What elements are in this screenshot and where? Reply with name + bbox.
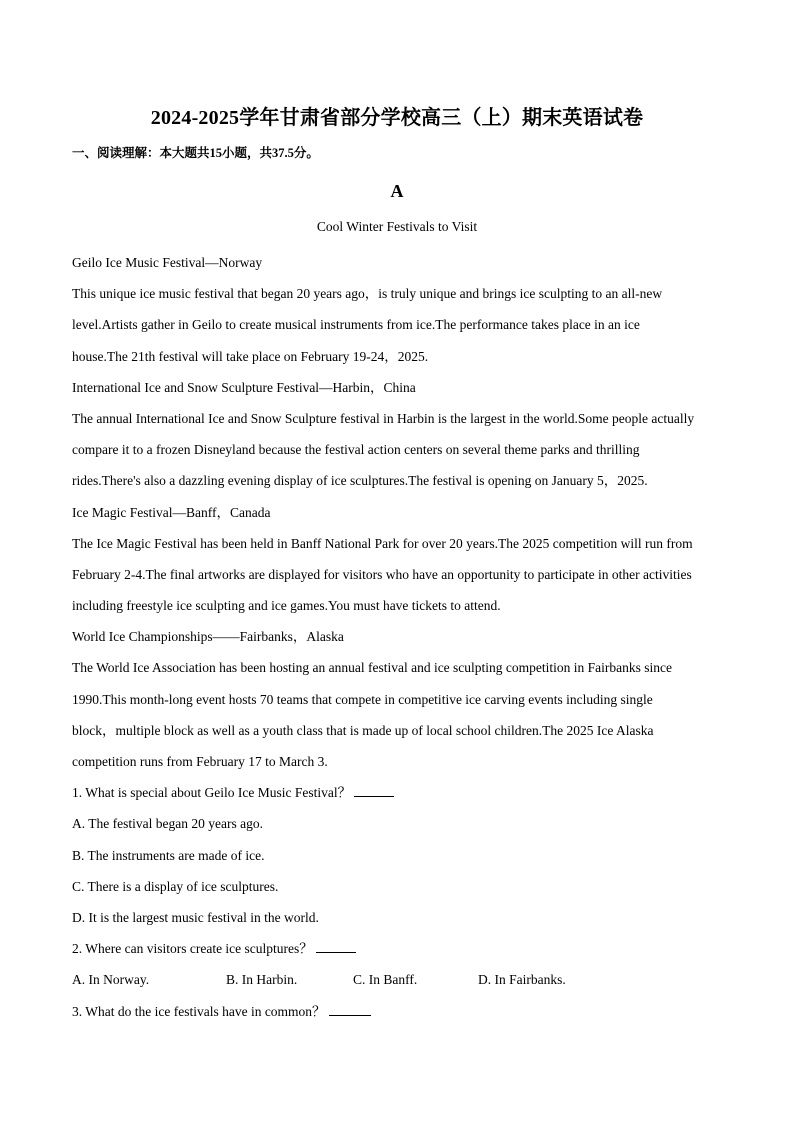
answer-blank-3[interactable] <box>329 1001 371 1016</box>
passage-title: Cool Winter Festivals to Visit <box>316 219 478 234</box>
question-2 <box>72 933 732 964</box>
question-3-stem: 3. What do the ice festivals have in common？ <box>72 1003 326 1019</box>
festival-heading-banff: Ice Magic Festival—Banff，Canada <box>72 504 271 520</box>
question-2-options <box>72 964 732 995</box>
question-1-stem: 1. What is special about Geilo Ice Music Festival？ <box>72 785 352 801</box>
question-1-option-d[interactable]: D. It is the largest music festival in the world. <box>72 909 319 925</box>
passage-line: rides.There's also a dazzling evening display of ice sculptures.The festival is opening on January 5，2025. <box>72 473 648 489</box>
answer-blank-2[interactable] <box>316 938 356 953</box>
section-heading: 一、阅读理解：本大题共15小题，共37.5分。 <box>72 146 319 160</box>
passage-line: block，multiple block as well as a youth class that is made up of local school children.The 2025 Ice Alaska <box>72 722 654 738</box>
passage-body <box>72 247 732 1027</box>
passage-line: compare it to a frozen Disneyland because the festival action centers on several theme parks and thrilling <box>72 442 640 458</box>
passage-line: The annual International Ice and Snow Sculpture festival in Harbin is the largest in the world.Some people actually <box>72 410 695 426</box>
question-2-option-c[interactable]: C. In Banff. <box>353 972 418 988</box>
passage-line: This unique ice music festival that began 20 years ago，is truly unique and brings ice sculpting to an all-new <box>72 286 663 302</box>
question-1 <box>72 777 732 808</box>
passage-line: 1990.This month-long event hosts 70 teams that compete in competitive ice carving events including single <box>72 691 653 707</box>
passage-line: The Ice Magic Festival has been held in Banff National Park for over 20 years.The 2025 competition will run from <box>72 535 693 551</box>
festival-heading-harbin: International Ice and Snow Sculpture Festival—Harbin，China <box>72 379 416 395</box>
question-2-stem: 2. Where can visitors create ice sculptures？ <box>72 941 313 957</box>
passage-letter: A <box>390 181 404 201</box>
passage-line: level.Artists gather in Geilo to create musical instruments from ice.The performance takes place in an ice <box>72 317 640 333</box>
passage-line: February 2-4.The final artworks are displayed for visitors who have an opportunity to participate in other activities <box>72 566 692 582</box>
question-1-option-c[interactable]: C. There is a display of ice sculptures. <box>72 878 279 894</box>
passage-line: competition runs from February 17 to March 3. <box>72 754 328 769</box>
question-3 <box>72 996 732 1027</box>
question-2-option-b[interactable]: B. In Harbin. <box>226 972 298 988</box>
answer-blank-1[interactable] <box>354 782 394 797</box>
passage-line: including freestyle ice sculpting and ice games.You must have tickets to attend. <box>72 598 501 614</box>
question-2-option-d[interactable]: D. In Fairbanks. <box>478 972 566 988</box>
passage-line: house.The 21th festival will take place on February 19-24，2025. <box>72 348 429 364</box>
question-2-option-a[interactable]: A. In Norway. <box>72 972 150 988</box>
exam-title: 2024-2025学年甘肃省部分学校高三（上）期末英语试卷 <box>150 107 644 129</box>
question-1-option-b[interactable]: B. The instruments are made of ice. <box>72 847 265 863</box>
festival-heading-geilo: Geilo Ice Music Festival—Norway <box>72 255 263 270</box>
question-1-option-a[interactable]: A. The festival began 20 years ago. <box>72 816 263 832</box>
passage-line: The World Ice Association has been hosting an annual festival and ice sculpting competition in Fairbanks since <box>72 660 673 676</box>
festival-heading-fairbanks: World Ice Championships——Fairbanks，Alaska <box>72 629 344 645</box>
